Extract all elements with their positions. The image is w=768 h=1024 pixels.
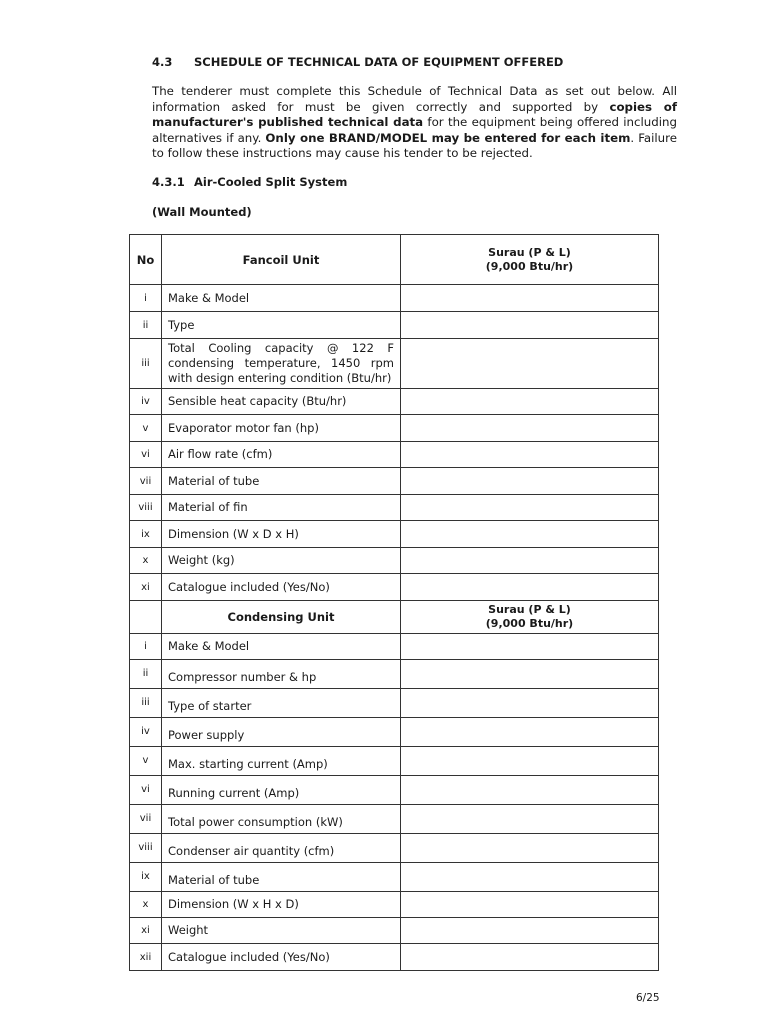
table-row (130, 389, 659, 415)
table-row (130, 548, 659, 574)
row-description: Power supply (162, 718, 401, 747)
header-condensing-value (401, 601, 659, 634)
row-number: vi (130, 776, 162, 805)
intro-text-1: The tenderer must complete this Schedule of Technical Data as set out below. All information asked for must be given correctly and supported by (152, 84, 677, 114)
row-description: Running current (Amp) (162, 776, 401, 805)
row-value-cell[interactable] (401, 339, 659, 389)
row-number: viii (130, 834, 162, 863)
fancoil-header-row (130, 235, 659, 285)
row-value-cell[interactable] (401, 468, 659, 495)
row-value-cell[interactable] (401, 805, 659, 834)
header-value-line2: (9,000 Btu/hr) (485, 617, 574, 630)
row-number: x (130, 892, 162, 918)
row-number: i (130, 285, 162, 312)
row-description: Type of starter (162, 689, 401, 718)
row-description: Condenser air quantity (cfm) (162, 834, 401, 863)
row-number: v (130, 747, 162, 776)
header-no: No (130, 235, 162, 285)
header-no-empty (130, 601, 162, 634)
section-title: SCHEDULE OF TECHNICAL DATA OF EQUIPMENT OFFERED (194, 55, 564, 69)
row-number: iv (130, 389, 162, 415)
row-number: x (130, 548, 162, 574)
row-value-cell[interactable] (401, 389, 659, 415)
row-number: iv (130, 718, 162, 747)
row-description: Dimension (W x D x H) (162, 521, 401, 548)
subsection-heading (152, 175, 347, 189)
row-description: Weight (kg) (162, 548, 401, 574)
row-description: Total Cooling capacity @ 122 F condensing temperature, 1450 rpm with design entering condition (Btu/hr) (162, 339, 401, 389)
table-row (130, 834, 659, 863)
table-row (130, 468, 659, 495)
table-row (130, 312, 659, 339)
row-description: Material of fin (162, 495, 401, 521)
row-value-cell[interactable] (401, 415, 659, 442)
row-number: xi (130, 574, 162, 601)
row-description: Total power consumption (kW) (162, 805, 401, 834)
row-value-cell[interactable] (401, 863, 659, 892)
row-value-cell[interactable] (401, 521, 659, 548)
table-row (130, 415, 659, 442)
table-row (130, 285, 659, 312)
table-row (130, 689, 659, 718)
row-value-cell[interactable] (401, 776, 659, 805)
row-description: Max. starting current (Amp) (162, 747, 401, 776)
row-value-cell[interactable] (401, 495, 659, 521)
condensing-header-row (130, 601, 659, 634)
table-row (130, 944, 659, 971)
table-row (130, 634, 659, 660)
row-description: Evaporator motor fan (hp) (162, 415, 401, 442)
section-heading (152, 55, 563, 69)
row-value-cell[interactable] (401, 892, 659, 918)
table-row (130, 892, 659, 918)
row-value-cell[interactable] (401, 718, 659, 747)
table-row (130, 495, 659, 521)
row-description: Catalogue included (Yes/No) (162, 574, 401, 601)
header-value-line1: Surau (P & L) (488, 245, 571, 259)
intro-text-2: for the equipment being offered including alternatives if any. (152, 115, 677, 145)
technical-data-table (129, 234, 659, 971)
row-number: viii (130, 495, 162, 521)
row-number: iii (130, 689, 162, 718)
row-description: Make & Model (162, 634, 401, 660)
intro-bold-1: copies of manufacturer's published technical data (152, 99, 677, 130)
table-row (130, 918, 659, 944)
row-number: ix (130, 521, 162, 548)
row-value-cell[interactable] (401, 634, 659, 660)
row-number: vii (130, 805, 162, 834)
row-value-cell[interactable] (401, 918, 659, 944)
row-number: iii (130, 339, 162, 389)
row-value-cell[interactable] (401, 574, 659, 601)
section-number: 4.3 (152, 55, 173, 69)
row-description: Make & Model (162, 285, 401, 312)
subsection-note: (Wall Mounted) (152, 205, 252, 219)
row-number: vii (130, 468, 162, 495)
row-value-cell[interactable] (401, 442, 659, 468)
row-description: Dimension (W x H x D) (162, 892, 401, 918)
header-condensing-unit: Condensing Unit (162, 601, 401, 634)
page-number: 6/25 (636, 992, 660, 1004)
table-row (130, 574, 659, 601)
table-row (130, 747, 659, 776)
table-row (130, 718, 659, 747)
row-number: ii (130, 312, 162, 339)
table-row (130, 442, 659, 468)
row-description: Material of tube (162, 863, 401, 892)
header-value-line2: (9,000 Btu/hr) (485, 259, 574, 273)
row-number: i (130, 634, 162, 660)
row-description: Material of tube (162, 468, 401, 495)
intro-text-3: . Failure to follow these instructions may cause his tender to be rejected. (152, 130, 678, 161)
row-value-cell[interactable] (401, 548, 659, 574)
row-description: Air flow rate (cfm) (162, 442, 401, 468)
row-value-cell[interactable] (401, 285, 659, 312)
row-number: xi (130, 918, 162, 944)
header-fancoil-unit: Fancoil Unit (162, 235, 401, 285)
row-value-cell[interactable] (401, 660, 659, 689)
row-description: Type (162, 312, 401, 339)
row-value-cell[interactable] (401, 312, 659, 339)
row-value-cell[interactable] (401, 834, 659, 863)
row-description: Catalogue included (Yes/No) (162, 944, 401, 971)
row-value-cell[interactable] (401, 689, 659, 718)
row-number: vi (130, 442, 162, 468)
table-row (130, 805, 659, 834)
header-fancoil-value (401, 235, 659, 285)
subsection-title: Air-Cooled Split System (194, 175, 348, 189)
row-value-cell[interactable] (401, 747, 659, 776)
header-value-line1: Surau (P & L) (488, 603, 571, 616)
intro-bold-2: Only one BRAND/MODEL may be entered for each item (265, 130, 631, 145)
subsection-number: 4.3.1 (152, 175, 185, 189)
row-number: ix (130, 863, 162, 892)
table-row (130, 521, 659, 548)
row-number: v (130, 415, 162, 442)
row-number: ii (130, 660, 162, 689)
table-row (130, 339, 659, 389)
intro-paragraph (152, 84, 677, 162)
row-value-cell[interactable] (401, 944, 659, 971)
table-row (130, 776, 659, 805)
row-description: Compressor number & hp (162, 660, 401, 689)
table-row (130, 660, 659, 689)
row-description: Sensible heat capacity (Btu/hr) (162, 389, 401, 415)
row-description: Weight (162, 918, 401, 944)
table-row (130, 863, 659, 892)
row-number: xii (130, 944, 162, 971)
